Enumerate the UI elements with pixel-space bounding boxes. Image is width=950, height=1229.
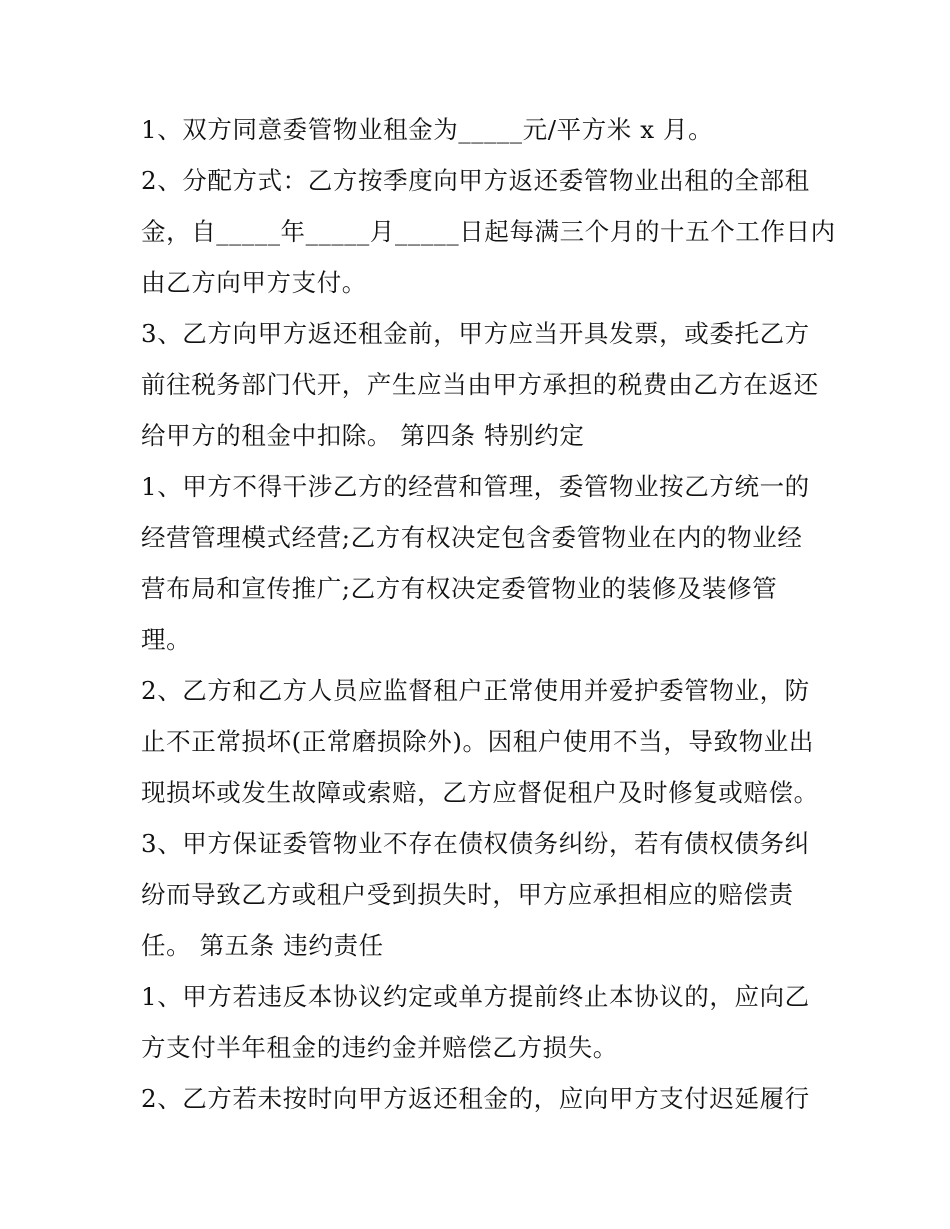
text-line: 前往税务部门代开，产生应当由甲方承担的税费由乙方在返还 bbox=[141, 370, 819, 399]
text-line: 1、双方同意委管物业租金为_____元/平方米 x 月。 bbox=[141, 115, 714, 144]
text-line: 2、乙方若未按时向甲方返还租金的，应向甲方支付迟延履行 bbox=[141, 1084, 810, 1113]
text-line: 纷而导致乙方或租户受到损失时，甲方应承担相应的赔偿责 bbox=[141, 880, 794, 909]
text-line: 2、乙方和乙方人员应监督租户正常使用并爱护委管物业，防 bbox=[141, 676, 810, 705]
text-line: 营布局和宣传推广;乙方有权决定委管物业的装修及装修管 bbox=[141, 574, 778, 603]
text-line: 现损坏或发生故障或索赔，乙方应督促租户及时修复或赔偿。 bbox=[141, 778, 819, 807]
text-line: 3、甲方保证委管物业不存在债权债务纠纷，若有债权债务纠 bbox=[141, 829, 810, 858]
text-line: 1、甲方不得干涉乙方的经营和管理，委管物业按乙方统一的 bbox=[141, 472, 810, 501]
text-line: 止不正常损坏(正常磨损除外)。因租户使用不当，导致物业出 bbox=[141, 727, 814, 756]
text-line: 由乙方向甲方支付。 bbox=[141, 268, 367, 297]
text-line: 3、乙方向甲方返还租金前，甲方应当开具发票，或委托乙方 bbox=[141, 319, 810, 348]
text-line: 给甲方的租金中扣除。 第四条 特别约定 bbox=[141, 421, 585, 450]
text-line: 方支付半年租金的违约金并赔偿乙方损失。 bbox=[141, 1033, 618, 1062]
text-line: 金，自_____年_____月_____日起每满三个月的十五个工作日内 bbox=[141, 217, 836, 246]
text-line: 1、甲方若违反本协议约定或单方提前终止本协议的，应向乙 bbox=[141, 982, 810, 1011]
text-line: 理。 bbox=[141, 625, 192, 654]
text-line: 经营管理模式经营;乙方有权决定包含委管物业在内的物业经 bbox=[141, 523, 803, 552]
text-line: 2、分配方式：乙方按季度向甲方返还委管物业出租的全部租 bbox=[141, 166, 810, 195]
text-line: 任。 第五条 违约责任 bbox=[141, 931, 384, 960]
